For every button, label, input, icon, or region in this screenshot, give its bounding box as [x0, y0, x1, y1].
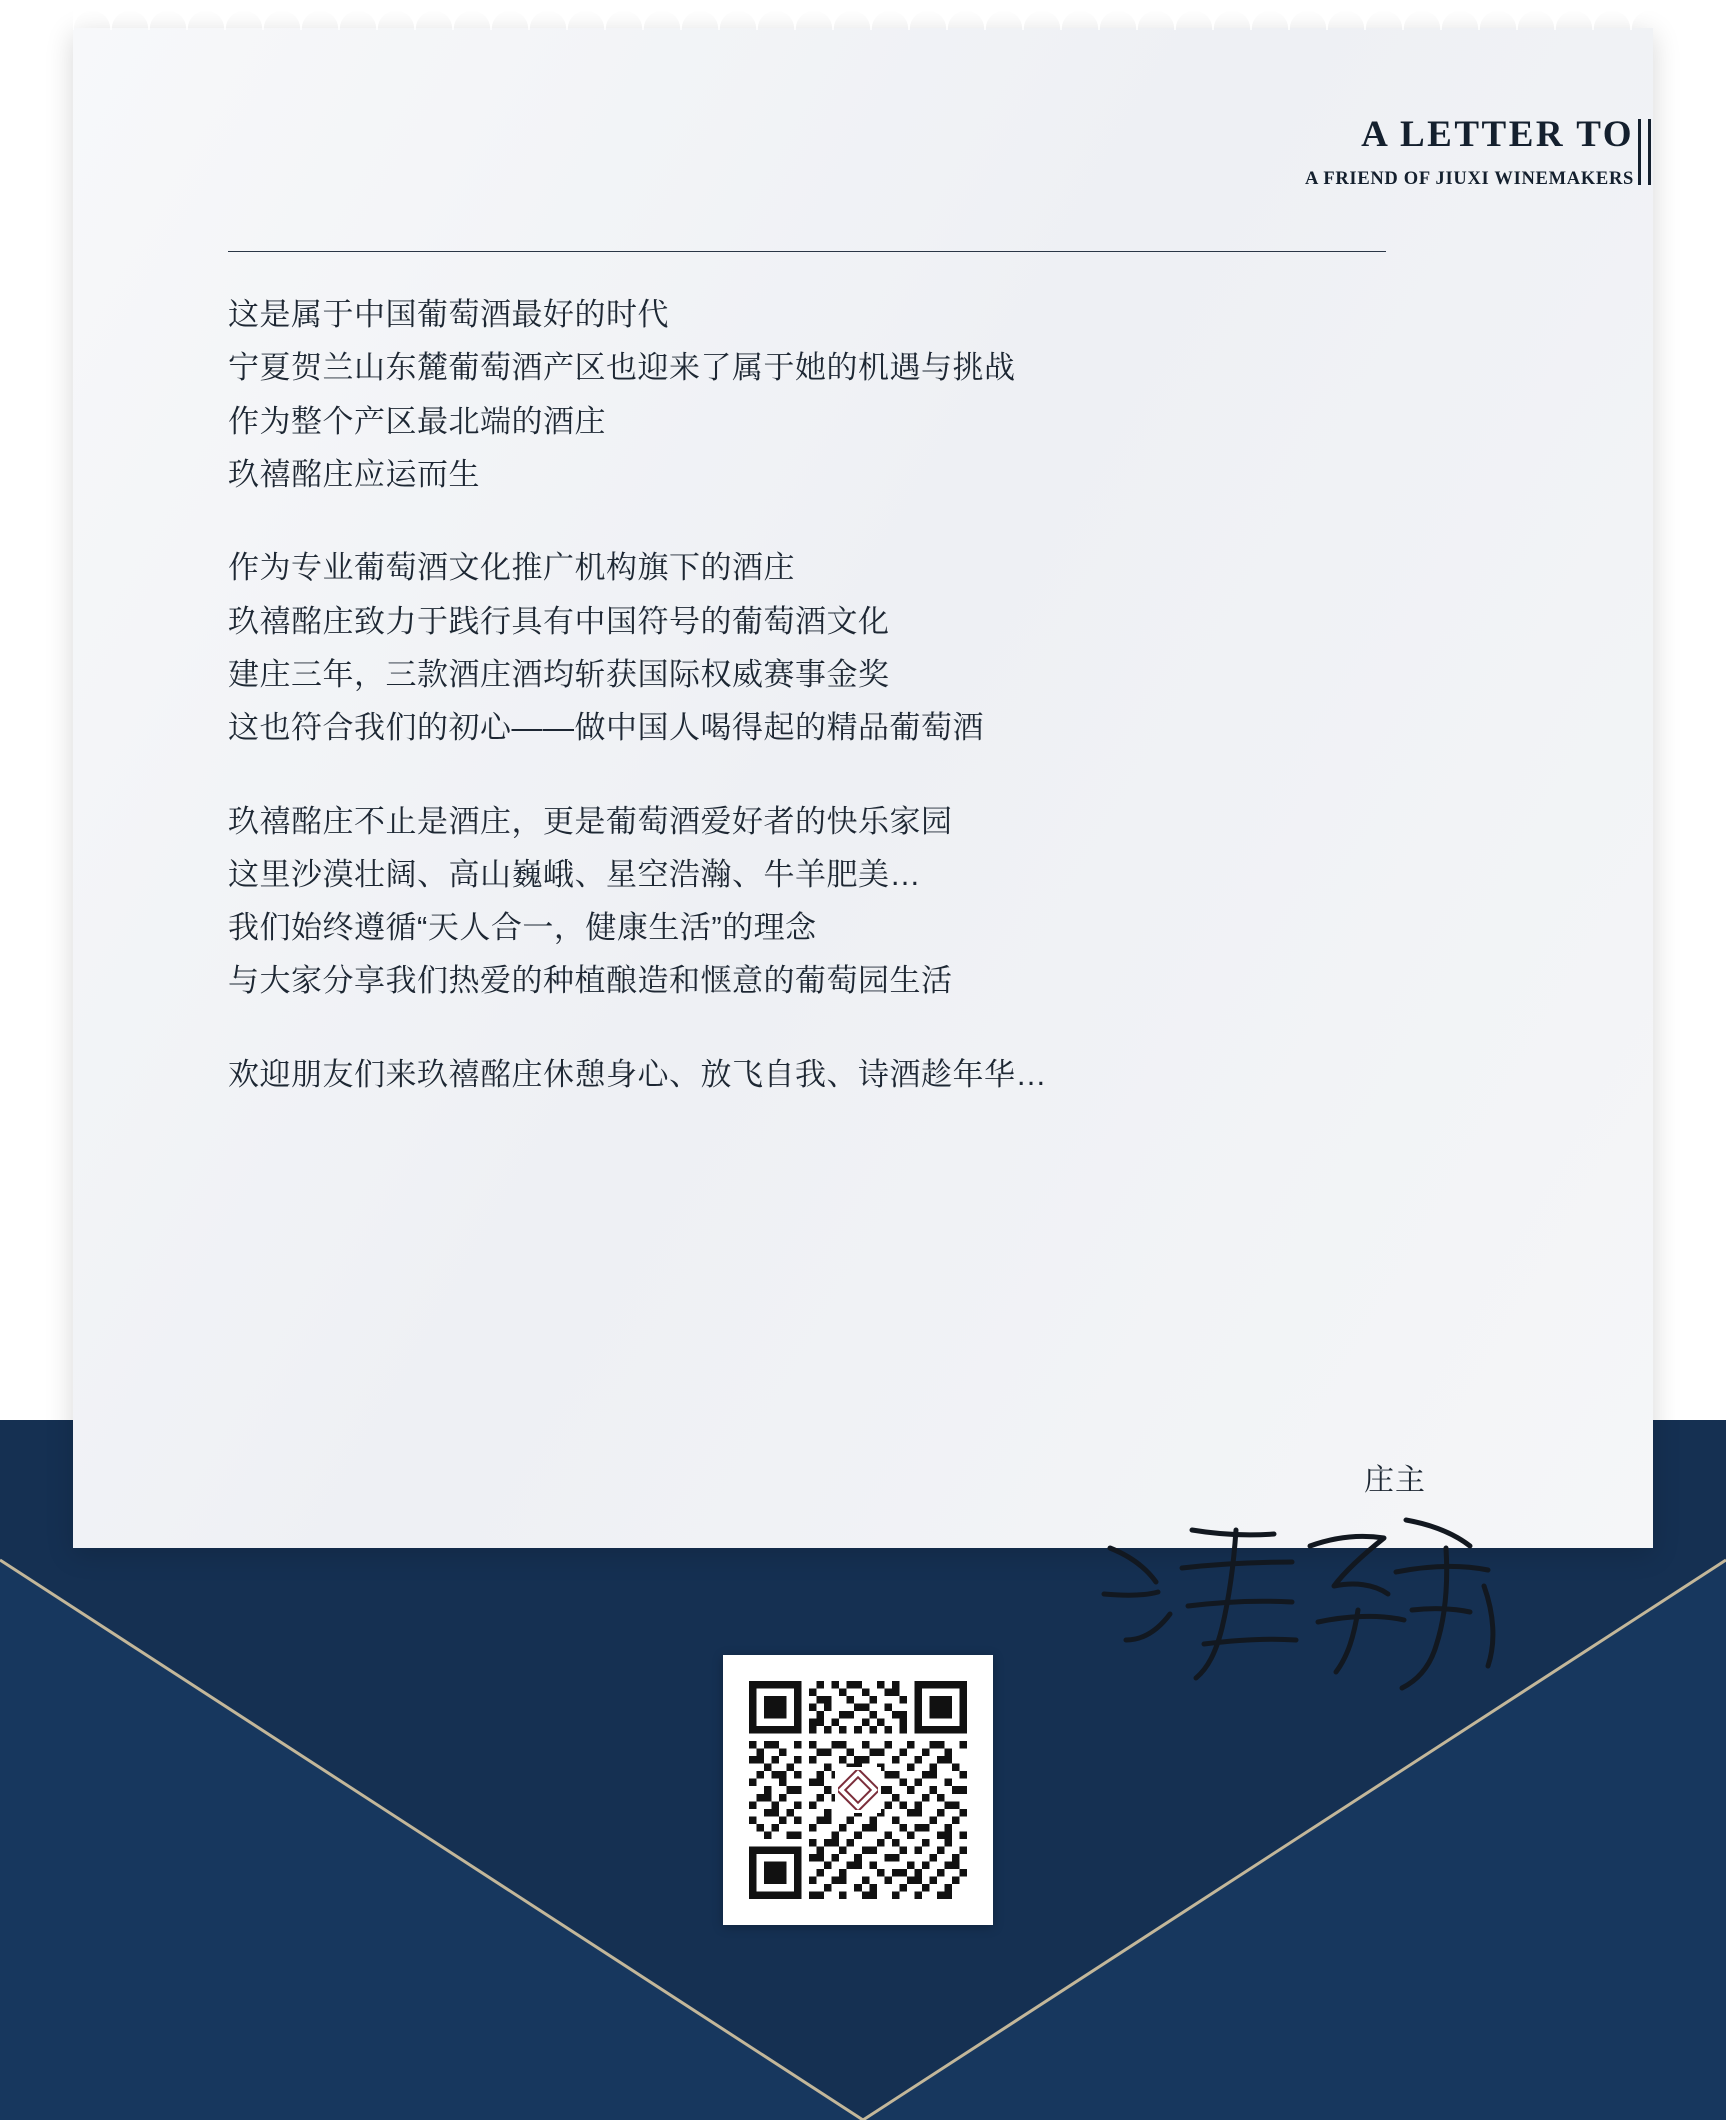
body-line: 这是属于中国葡萄酒最好的时代: [228, 297, 669, 332]
diamond-logo-icon: [835, 1767, 881, 1813]
signature-label: 庄主: [1364, 1464, 1426, 1497]
body-line: 与大家分享我们热爱的种植酿造和惬意的葡萄园生活: [228, 963, 953, 999]
body-line: 玖禧酩庄不止是酒庄，更是葡萄酒爱好者的快乐家园: [228, 803, 953, 839]
body-line: 作为整个产区最北端的酒庄: [228, 403, 606, 439]
letter-header: [1305, 115, 1634, 190]
letter-body: [228, 288, 1428, 1101]
double-vertical-bar-icon: [1636, 119, 1654, 185]
header-divider: [228, 251, 1386, 252]
body-line: 宁夏贺兰山东麓葡萄酒产区也迎来了属于她的机遇与挑战: [228, 350, 1016, 386]
header-title: A LETTER TO: [1361, 114, 1634, 155]
paper-scalloped-top-edge: [73, 0, 1653, 30]
body-line: 欢迎朋友们来玖禧酩庄休憩身心、放飞自我、诗酒趁年华…: [228, 1056, 1047, 1092]
body-line: 这也符合我们的初心——做中国人喝得起的精品葡萄酒: [228, 710, 984, 746]
paragraph-1: [228, 288, 1428, 501]
body-line: 这里沙漠壮阔、高山巍峨、星空浩瀚、牛羊肥美…: [228, 856, 921, 892]
paragraph-4: [228, 1048, 1428, 1101]
paragraph-2: [228, 541, 1428, 754]
header-subtitle: A FRIEND OF JIUXI WINEMAKERS: [1305, 168, 1634, 189]
body-line: 我们始终遵循“天人合一，健康生活”的理念: [228, 910, 817, 946]
body-line: 作为专业葡萄酒文化推广机构旗下的酒庄: [228, 550, 795, 586]
body-line: 建庄三年，三款酒庄酒均斩获国际权威赛事金奖: [228, 656, 890, 692]
paragraph-3: [228, 795, 1428, 1008]
qr-code-icon[interactable]: [723, 1655, 993, 1925]
body-line: 玖禧酩庄应运而生: [228, 456, 480, 492]
body-line: 玖禧酩庄致力于践行具有中国符号的葡萄酒文化: [228, 603, 890, 639]
